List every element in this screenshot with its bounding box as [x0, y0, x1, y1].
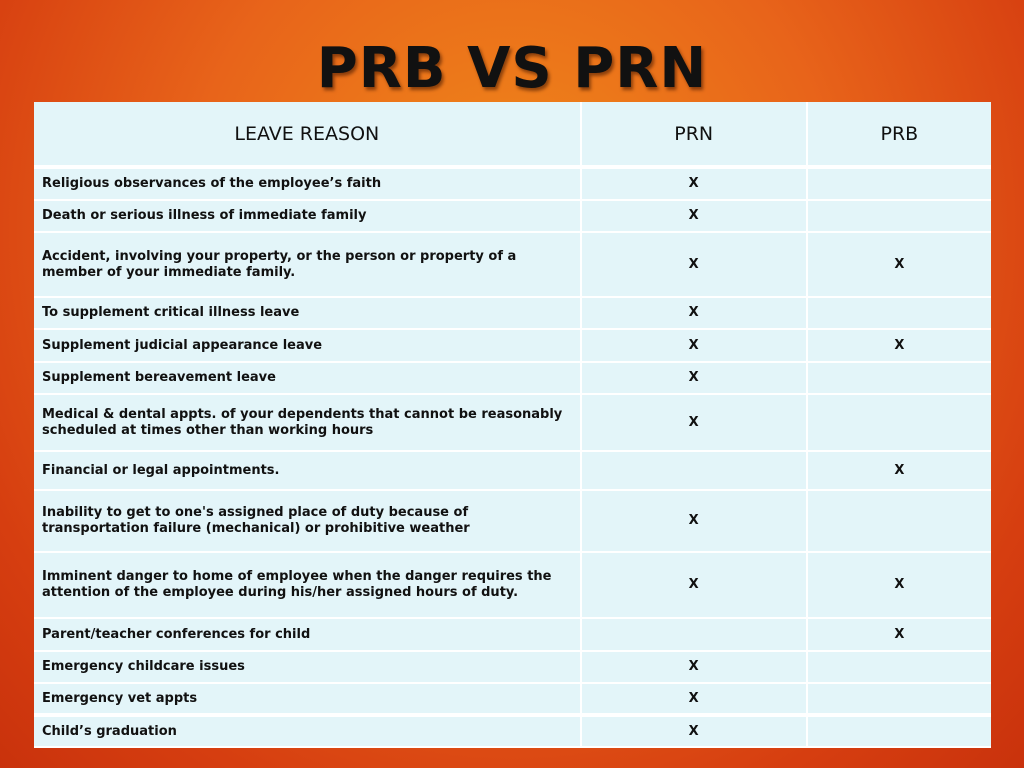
table-row — [34, 167, 991, 200]
prn-mark-cell: X — [581, 394, 807, 451]
table-row — [34, 200, 991, 232]
leave-reason-cell: Parent/teacher conferences for child — [34, 618, 581, 651]
table-header-row — [34, 102, 991, 167]
prn-mark-cell: X — [581, 232, 807, 297]
prb-mark-cell — [807, 362, 991, 394]
prb-mark-cell — [807, 651, 991, 683]
prb-mark-cell — [807, 200, 991, 232]
header-prb: PRB — [807, 102, 991, 167]
leave-reason-cell: Child’s graduation — [34, 715, 581, 747]
prb-mark-cell: X — [807, 618, 991, 651]
leave-reason-cell: To supplement critical illness leave — [34, 297, 581, 329]
prn-mark-cell — [581, 451, 807, 490]
table-body — [34, 167, 991, 747]
header-leave-reason: LEAVE REASON — [34, 102, 581, 167]
prb-mark-cell — [807, 167, 991, 200]
prn-mark-cell: X — [581, 552, 807, 618]
leave-reason-cell: Emergency childcare issues — [34, 651, 581, 683]
table-row — [34, 552, 991, 618]
table-row — [34, 232, 991, 297]
leave-reason-cell: Religious observances of the employee’s faith — [34, 167, 581, 200]
prn-mark-cell: X — [581, 200, 807, 232]
leave-reason-cell: Financial or legal appointments. — [34, 451, 581, 490]
table-row — [34, 329, 991, 362]
leave-reason-cell: Accident, involving your property, or the person or property of a member of your immediate family. — [34, 232, 581, 297]
leave-reason-cell: Supplement bereavement leave — [34, 362, 581, 394]
leave-reason-cell: Medical & dental appts. of your dependents that cannot be reasonably scheduled at times other than working hours — [34, 394, 581, 451]
table-row — [34, 651, 991, 683]
header-prn: PRN — [581, 102, 807, 167]
prb-mark-cell: X — [807, 329, 991, 362]
leave-comparison-table — [34, 102, 991, 748]
prn-mark-cell: X — [581, 167, 807, 200]
prb-mark-cell: X — [807, 232, 991, 297]
table-row — [34, 618, 991, 651]
table-row — [34, 683, 991, 715]
prn-mark-cell: X — [581, 715, 807, 747]
prn-mark-cell — [581, 618, 807, 651]
table-row — [34, 394, 991, 451]
prn-mark-cell: X — [581, 683, 807, 715]
prb-mark-cell — [807, 490, 991, 552]
table-row — [34, 451, 991, 490]
prn-mark-cell: X — [581, 297, 807, 329]
leave-reason-cell: Imminent danger to home of employee when the danger requires the attention of the employee during his/her assigned hours of duty. — [34, 552, 581, 618]
slide-title: PRB VS PRN — [316, 36, 708, 101]
prn-mark-cell: X — [581, 329, 807, 362]
prb-mark-cell — [807, 297, 991, 329]
prn-mark-cell: X — [581, 651, 807, 683]
leave-reason-cell: Inability to get to one's assigned place of duty because of transportation failure (mechanical) or prohibitive weather — [34, 490, 581, 552]
table-row — [34, 490, 991, 552]
leave-reason-cell: Supplement judicial appearance leave — [34, 329, 581, 362]
leave-reason-cell: Death or serious illness of immediate family — [34, 200, 581, 232]
prb-mark-cell — [807, 394, 991, 451]
prb-mark-cell — [807, 715, 991, 747]
prb-mark-cell: X — [807, 451, 991, 490]
table-row — [34, 297, 991, 329]
prn-mark-cell: X — [581, 490, 807, 552]
prb-mark-cell — [807, 683, 991, 715]
prb-mark-cell: X — [807, 552, 991, 618]
table-row — [34, 715, 991, 747]
table-row — [34, 362, 991, 394]
leave-reason-cell: Emergency vet appts — [34, 683, 581, 715]
prn-mark-cell: X — [581, 362, 807, 394]
